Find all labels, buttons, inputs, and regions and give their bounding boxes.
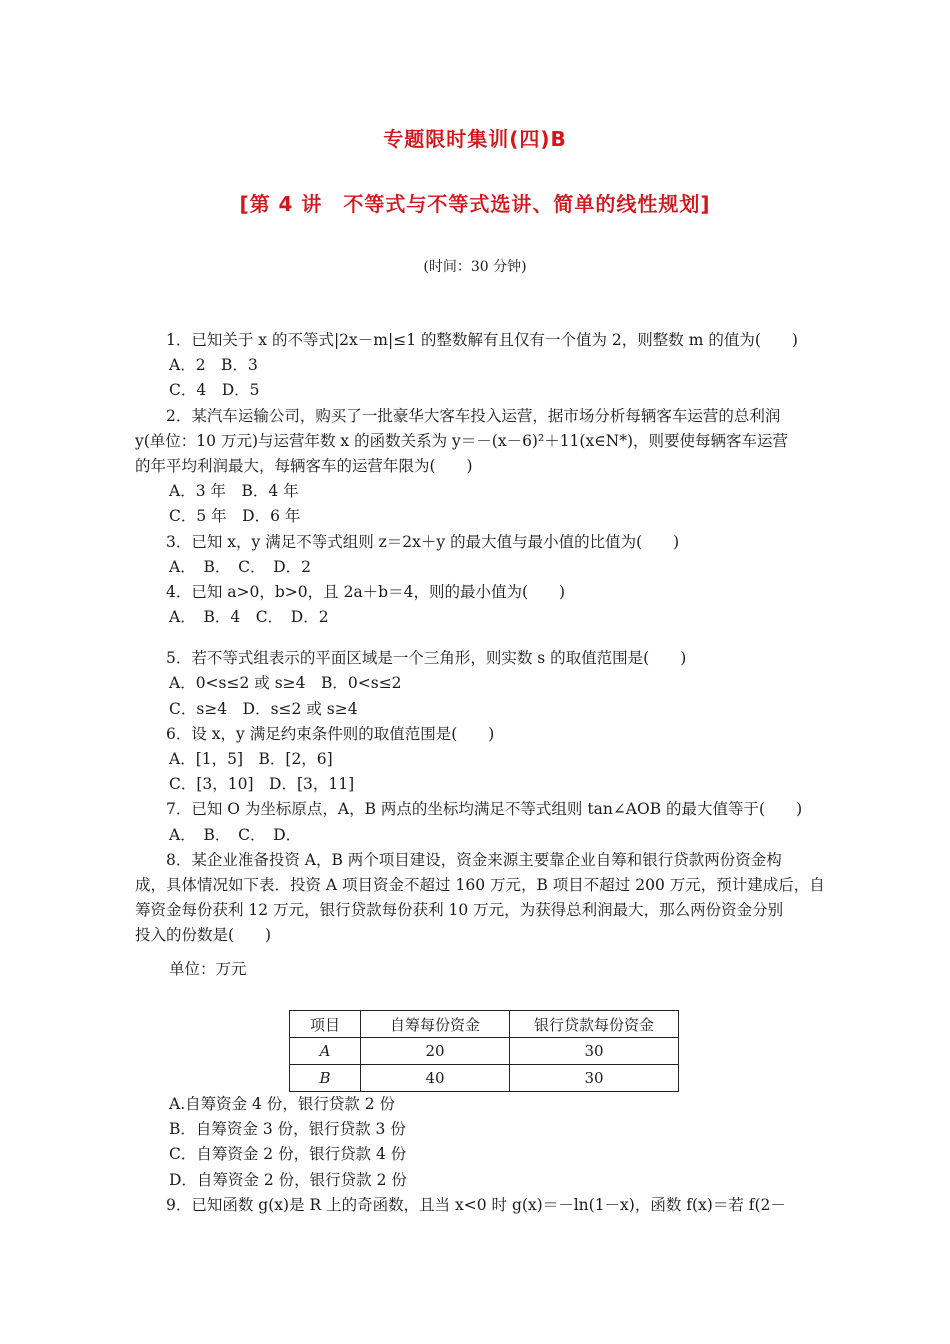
table-header-cell: 项目 — [290, 1011, 361, 1038]
question-8-line-4: 投入的份数是( ) — [135, 926, 272, 945]
unit-label: 单位：万元 — [169, 959, 247, 978]
spacer — [135, 630, 825, 646]
table-header-row — [290, 1011, 679, 1038]
question-list — [135, 328, 825, 982]
table-cell: B — [290, 1065, 361, 1092]
question-6: 6．设 x，y 满足约束条件则的取值范围是( ) — [166, 724, 495, 743]
question-5: 5．若不等式组表示的平面区域是一个三角形，则实数 s 的取值范围是( ) — [166, 649, 687, 668]
table-cell: 20 — [361, 1038, 510, 1065]
table-row — [290, 1065, 679, 1092]
question-4-options: A． B．4 C． D．2 — [169, 608, 329, 627]
question-8-line-2: 成，具体情况如下表．投资 A 项目资金不超过 160 万元，B 项目不超过 200 万元，预计建成后，自 — [135, 875, 825, 894]
question-5-options-ab: A．0<s≤2 或 s≥4 B．0<s≤2 — [169, 674, 402, 693]
question-8-option-c: C．自筹资金 2 份，银行贷款 4 份 — [169, 1145, 407, 1164]
question-9: 9．已知函数 g(x)是 R 上的奇函数，且当 x<0 时 g(x)＝－ln(1－x)，函数 f(x)＝若 f(2－ — [166, 1195, 786, 1214]
question-4: 4．已知 a>0，b>0，且 2a＋b＝4，则的最小值为( ) — [166, 582, 566, 601]
question-2-line-2: y(单位：10 万元)与运营年数 x 的函数关系为 y＝－(x－6)²＋11(x∈N*)，则要使每辆客车运营 — [135, 431, 789, 450]
question-2-options-ab: A．3 年 B．4 年 — [169, 482, 299, 501]
table-cell: A — [290, 1038, 361, 1065]
question-8-option-b: B．自筹资金 3 份，银行贷款 3 份 — [169, 1120, 406, 1139]
question-5-options-cd: C．s≥4 D．s≤2 或 s≥4 — [169, 699, 358, 718]
table-cell: 30 — [510, 1038, 679, 1065]
question-3: 3．已知 x，y 满足不等式组则 z＝2x＋y 的最大值与最小值的比值为( ) — [166, 532, 680, 551]
table-row — [290, 1038, 679, 1065]
page-subtitle: [第 4 讲 不等式与不等式选讲、简单的线性规划] — [239, 192, 711, 216]
question-2-options-cd: C．5 年 D．6 年 — [169, 507, 301, 526]
table-header-cell: 银行贷款每份资金 — [510, 1011, 679, 1038]
investment-table — [289, 1010, 679, 1092]
question-1-options-ab: A．2 B．3 — [169, 356, 258, 375]
question-8-line-3: 筹资金每份获利 12 万元，银行贷款每份获利 10 万元，为获得总利润最大，那么两份资金分别 — [135, 901, 784, 920]
question-3-options: A． B． C． D．2 — [169, 557, 311, 576]
question-1: 1．已知关于 x 的不等式|2x－m|≤1 的整数解有且仅有一个值为 2，则整数 m 的值为( ) — [166, 331, 798, 349]
question-1-options-cd: C．4 D．5 — [169, 381, 260, 400]
question-2-line-1: 2．某汽车运输公司，购买了一批豪华大客车投入运营，据市场分析每辆客车运营的总利润 — [166, 406, 781, 425]
question-7-options: A． B． C． D． — [169, 825, 302, 844]
table-cell: 30 — [510, 1065, 679, 1092]
question-6-options-cd: C．[3，10] D．[3，11] — [169, 775, 355, 794]
question-8-option-d: D．自筹资金 2 份，银行贷款 2 份 — [169, 1170, 407, 1189]
question-8-line-1: 8．某企业准备投资 A，B 两个项目建设，资金来源主要靠企业自筹和银行贷款两份资金构 — [166, 850, 782, 869]
table-cell: 40 — [361, 1065, 510, 1092]
question-6-options-ab: A．[1，5] B．[2，6] — [169, 750, 333, 768]
question-8-options — [135, 1092, 825, 1218]
page-title: 专题限时集训(四)B — [383, 127, 567, 151]
question-8-option-a: A.自筹资金 4 份，银行贷款 2 份 — [169, 1095, 396, 1113]
time-limit: (时间：30 分钟) — [423, 259, 527, 275]
question-2-line-3: 的年平均利润最大，每辆客车的运营年限为( ) — [135, 456, 473, 475]
question-7: 7．已知 O 为坐标原点，A，B 两点的坐标均满足不等式组则 tan∠AOB 的最大值等于( ) — [166, 800, 803, 819]
table-header-cell: 自筹每份资金 — [361, 1011, 510, 1038]
